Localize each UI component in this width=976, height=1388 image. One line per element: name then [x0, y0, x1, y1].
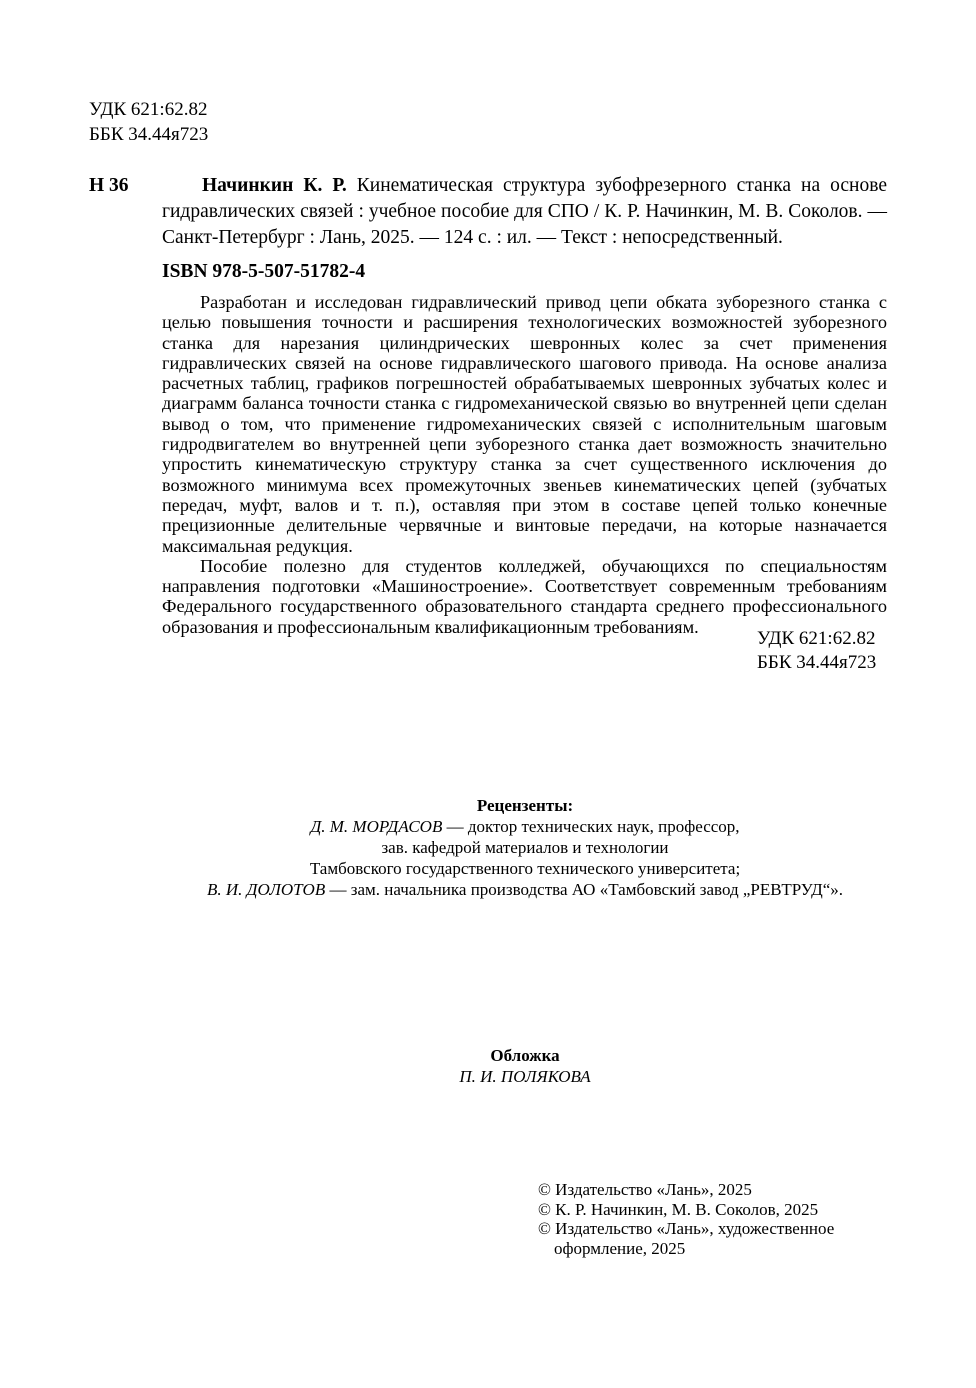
copyright-line: оформление, 2025 — [554, 1238, 686, 1258]
isbn: ISBN 978-5-507-51782-4 — [162, 261, 366, 282]
copyright-block — [538, 1180, 834, 1258]
abstract-paragraph-2: Пособие полезно для студентов колледжей, обучающихся по специальностям направления подготовки «Машиностроение». Соответствует современным требованиям Федерального государственного образовательного стандарта среднего профессионального образования и профессиональным квалификационным требованиям. — [162, 555, 887, 637]
reviewer-1-title: — доктор технических наук, профессор, — [442, 817, 740, 836]
bbk-code: ББК 34.44я723 — [89, 124, 209, 145]
abstract-paragraph-1: Разработан и исследован гидравлический привод цепи обката зуборезного станка с целью повышения точности и расширения технологических возможностей зуборезного станка для нарезания цилиндрических шевронных колес за счет применения гидравлических связей на основе гидравлического шагового привода. На основе анализа расчетных таблиц, графиков погрешностей обрабатываемых шевронных зубчатых колес и диаграмм баланса точности станка с гидромеханической связью во внутренней цепи сделан вывод о том, что применение гидромеханических связей с исполнительным шаговым гидродвигателем во внутренней цепи зуборезного станка дает возможность значительно упростить кинематическую структуру станка за счет существенного исключения до возможного минимума всех промежуточных звеньев кинематических цепей (зубчатых передач, муфт, валов и т. п.), оставляя при этом в составе цепей только конечные прецизионные делительные червячные и винтовые передачи, на которые назначается максимальная редукция. — [162, 292, 887, 556]
udk-code: УДК 621:62.82 — [89, 99, 208, 120]
reviewer-1-position: зав. кафедрой материалов и технологии — [381, 838, 669, 857]
udk-code-bottom: УДК 621:62.82 — [757, 628, 876, 649]
reviewers-block — [150, 795, 900, 900]
bibliographic-entry — [162, 173, 887, 251]
reviewer-1-name: Д. М. МОРДАСОВ — [310, 817, 443, 836]
classification-bottom — [757, 627, 876, 675]
reviewer-2-title: — зам. начальника производства АО «Тамбовский завод „РЕВТРУД“». — [325, 880, 843, 899]
abstract — [162, 292, 887, 637]
cover-credit — [300, 1045, 750, 1087]
cover-heading: Обложка — [490, 1046, 560, 1065]
entry-author: Начинкин К. Р. — [202, 175, 347, 196]
copyright-line: © Издательство «Лань», 2025 — [538, 1180, 752, 1199]
copyright-line: © Издательство «Лань», художественное — [538, 1219, 835, 1238]
copyright-line: © К. Р. Начинкин, М. В. Соколов, 2025 — [538, 1199, 819, 1219]
reviewers-heading: Рецензенты: — [476, 796, 574, 815]
reviewer-1-organization: Тамбовского государственного технического университета; — [309, 859, 741, 878]
reviewer-2 — [150, 879, 900, 900]
reviewer-1 — [150, 816, 900, 837]
classification-block — [89, 97, 208, 147]
author-code: Н 36 — [89, 175, 129, 196]
reviewer-2-name: В. И. ДОЛОТОВ — [206, 880, 326, 899]
entry-description: Кинематическая структура зубофрезерного станка на основе гидравлических связей : учебное пособие для СПО / К. Р. Начинкин, М. В. Соколов. — Санкт-Петербург : Лань, 2025. — 124 с. : ил. — Текст : непосредственный. — [162, 175, 887, 248]
cover-designer: П. И. ПОЛЯКОВА — [459, 1067, 591, 1086]
bbk-code-bottom: ББК 34.44я723 — [757, 652, 877, 673]
